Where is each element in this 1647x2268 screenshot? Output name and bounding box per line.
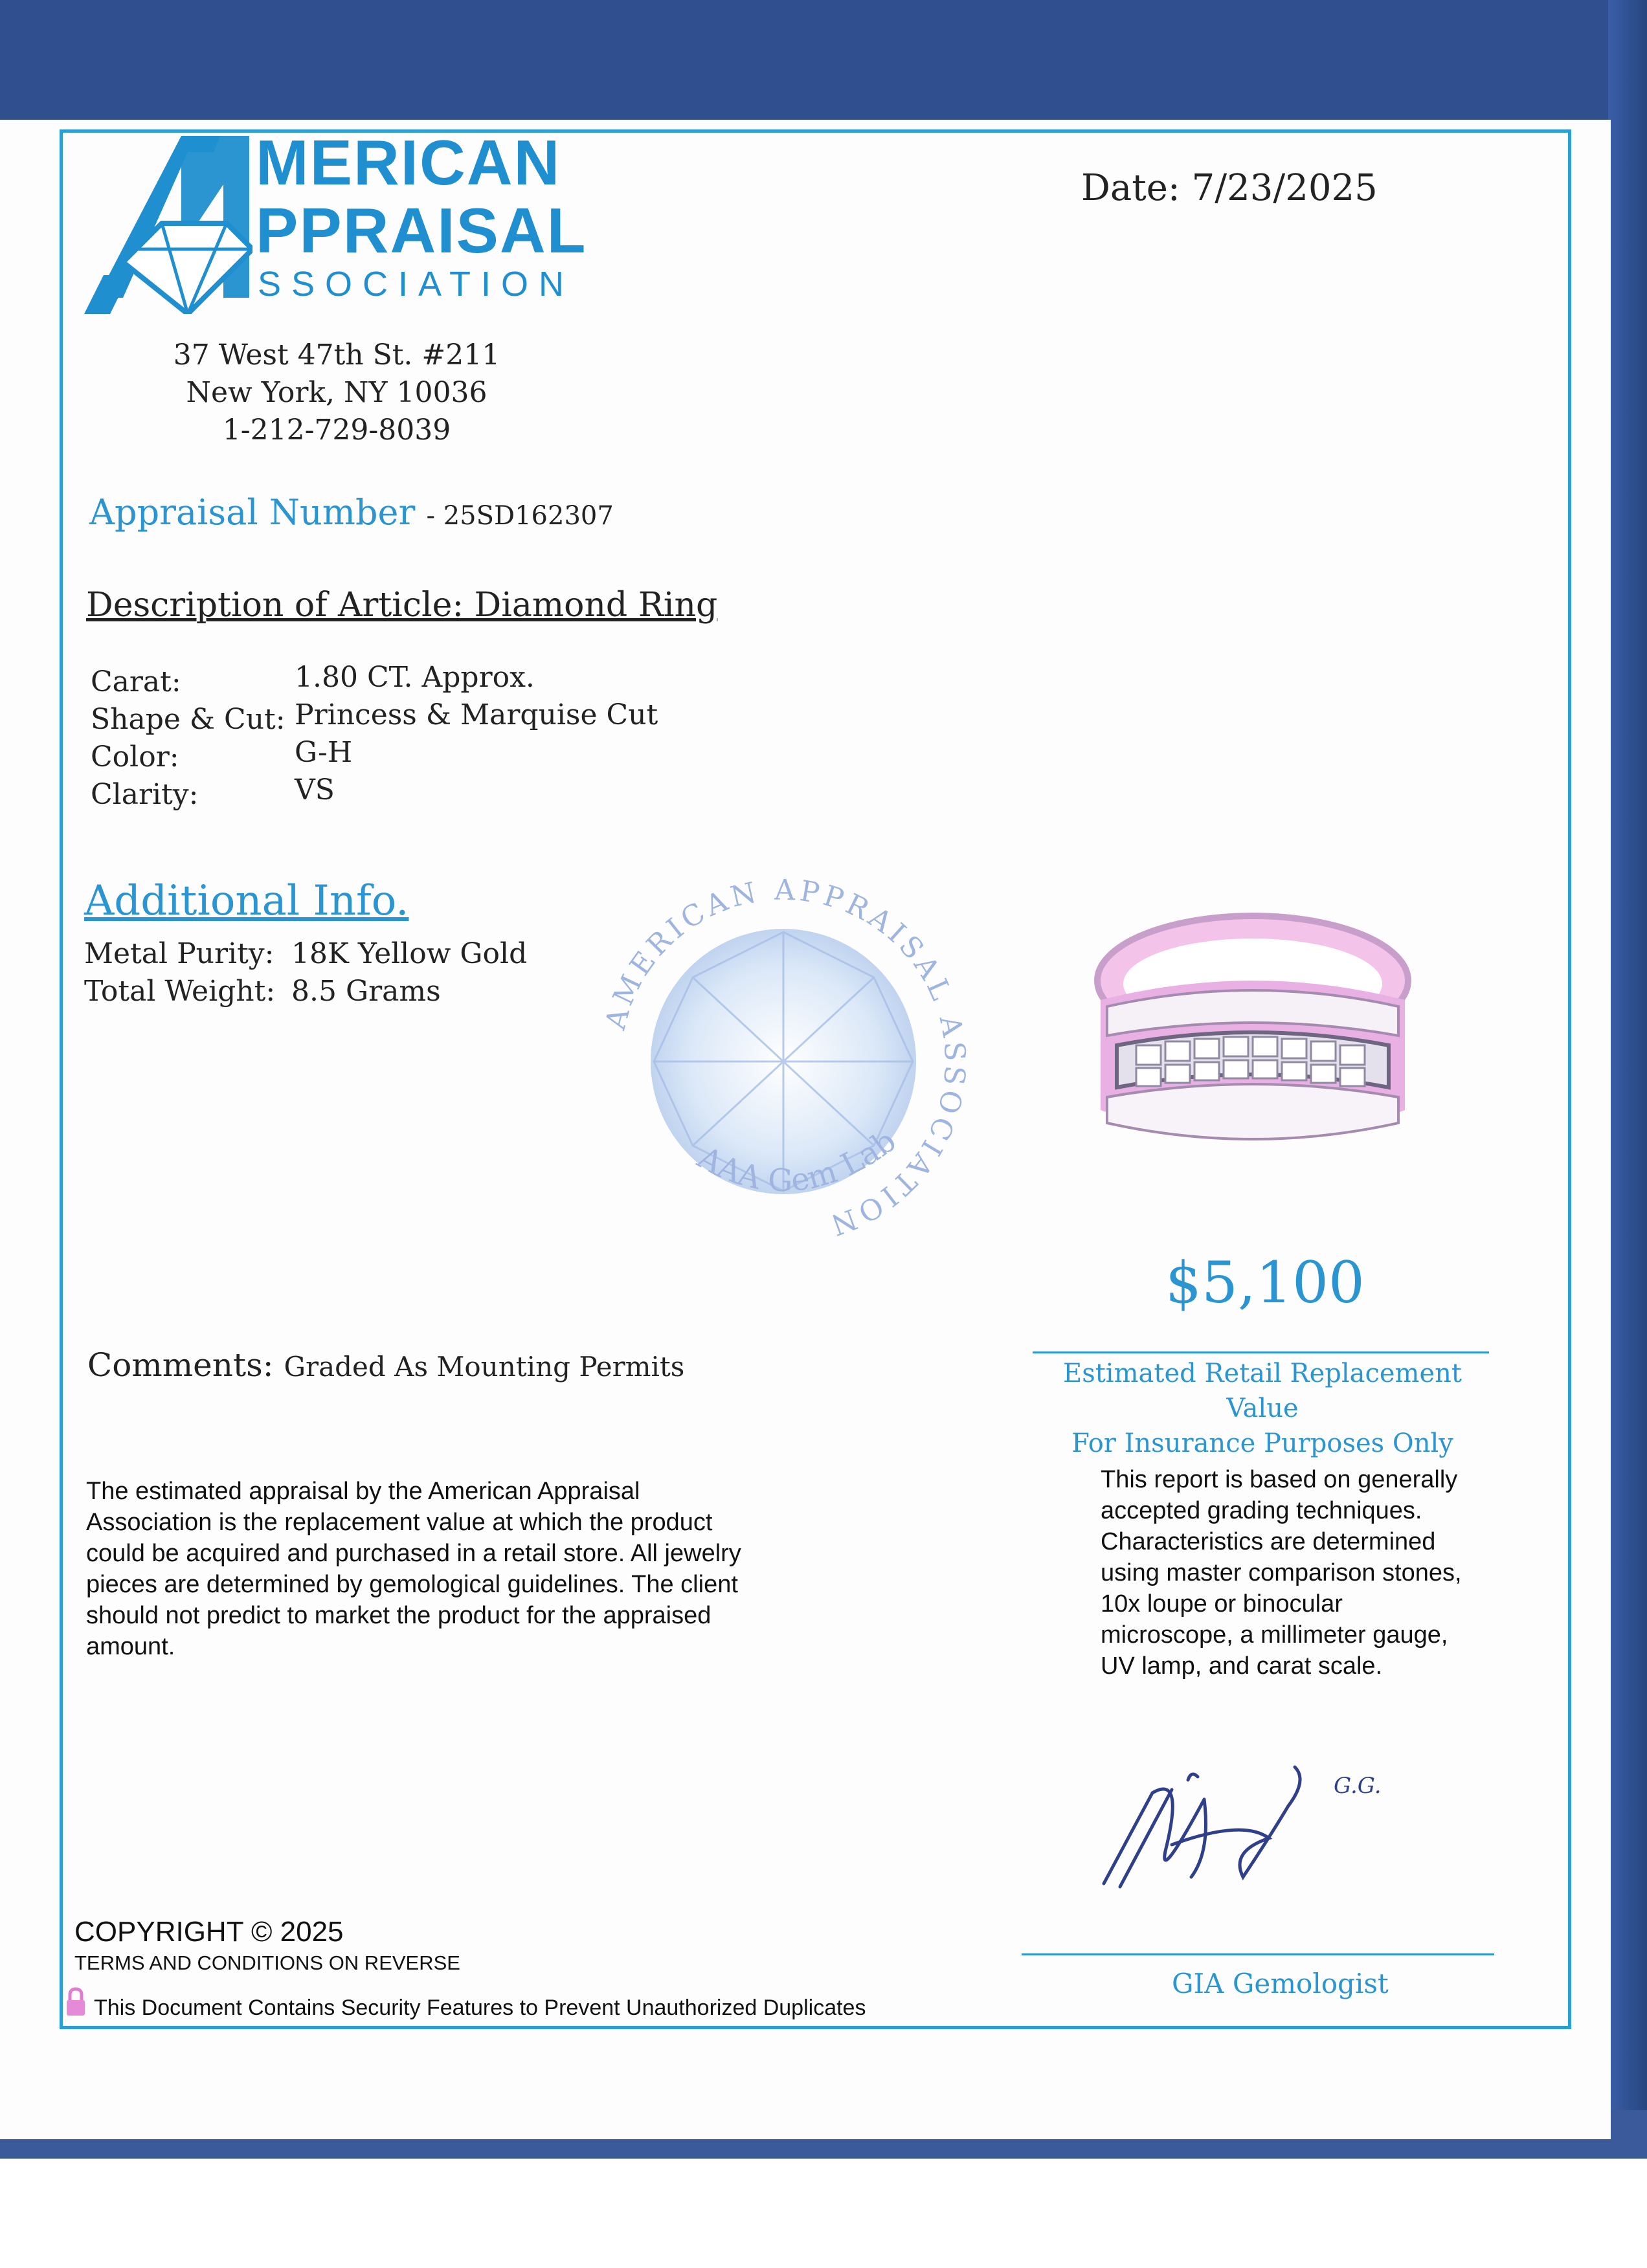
additional-info-title: Additional Info.: [84, 877, 409, 925]
metal-purity-label: Metal Purity:: [84, 937, 274, 970]
additional-labels: [84, 935, 275, 1010]
spec-value-carat: 1.80 CT. Approx.: [295, 661, 535, 694]
aaa-gem-lab-seal: [583, 861, 984, 1262]
spec-values: [295, 659, 658, 809]
appraisal-number: [89, 492, 614, 533]
price-divider: [1033, 1351, 1489, 1353]
estimate-line-1: Estimated Retail Replacement Value: [1063, 1359, 1462, 1423]
estimate-note: [1029, 1356, 1496, 1461]
comments-value: Graded As Mounting Permits: [284, 1351, 685, 1383]
total-weight-label: Total Weight:: [84, 975, 276, 1008]
security-lock-icon: [65, 1987, 87, 2017]
security-features-note: This Document Contains Security Features to Prevent Unauthorized Duplicates: [94, 1996, 866, 2020]
additional-values: [291, 935, 527, 1010]
spec-label-clarity: Clarity:: [91, 778, 199, 811]
address-street: 37 West 47th St. #211: [173, 339, 500, 372]
spec-label-color: Color:: [91, 740, 179, 773]
signature-suffix: G.G.: [1334, 1773, 1382, 1799]
logo-line-merican: MERICAN: [256, 127, 561, 198]
terms-note: TERMS AND CONDITIONS ON REVERSE: [74, 1951, 460, 1974]
signature-line: [1022, 1953, 1494, 1955]
gemologist-signature: [1075, 1754, 1463, 1903]
ring-photo: [1081, 903, 1424, 1175]
appraisal-number-value: - 25SD162307: [426, 501, 614, 531]
total-weight-value: 8.5 Grams: [291, 975, 441, 1008]
spec-label-shape: Shape & Cut:: [91, 703, 286, 736]
article-description-title: Description of Article: Diamond Ring: [86, 586, 718, 625]
signer-title: GIA Gemologist: [1172, 1968, 1389, 1999]
logo-line-ppraisal: PPRAISAL: [256, 195, 587, 266]
issue-date: Date: 7/23/2025: [1081, 167, 1378, 209]
spec-value-clarity: VS: [295, 773, 335, 806]
spec-label-carat: Carat:: [91, 665, 181, 698]
spec-value-color: G-H: [295, 736, 353, 769]
report-methodology-note: This report is based on generally accepted grading techniques. Characteristics are determined using master comparison stones, 10x loupe or binocular microscope, a millimeter gauge, UV lamp, and carat scale.: [1101, 1466, 1462, 1680]
copyright: COPYRIGHT © 2025: [74, 1916, 344, 1948]
seal-ring-text: AMERICAN APPRAISAL ASSOCIATION: [599, 873, 972, 1243]
scan-background-right: [1608, 0, 1647, 2155]
comments-label: Comments:: [87, 1346, 274, 1384]
association-logo: [84, 126, 596, 314]
appraised-value: $5,100: [1165, 1249, 1365, 1316]
appraisal-disclaimer: The estimated appraisal by the American Appraisal Association is the replacement value at which the product could be acquired and purchased in a retail store. All jewelry pieces are determined by gemological guidelines. The client should not predict to market the product for the appraised amount.: [86, 1478, 741, 1660]
spec-labels: [91, 663, 286, 814]
comments: [87, 1346, 684, 1384]
logo-line-ssociation: SSOCIATION: [258, 265, 575, 304]
logo-a-diamond-icon: [84, 126, 252, 314]
address-city: New York, NY 10036: [186, 376, 487, 409]
metal-purity-value: 18K Yellow Gold: [291, 937, 528, 970]
scan-background-top: [0, 0, 1647, 123]
estimate-line-2: For Insurance Purposes Only: [1071, 1429, 1453, 1458]
appraisal-number-label: Appraisal Number: [89, 492, 416, 533]
address-phone: 1-212-729-8039: [222, 414, 451, 447]
spec-value-shape: Princess & Marquise Cut: [295, 698, 658, 731]
seal-bottom-text: AAA Gem Lab: [691, 1122, 903, 1199]
association-address: [155, 337, 518, 449]
